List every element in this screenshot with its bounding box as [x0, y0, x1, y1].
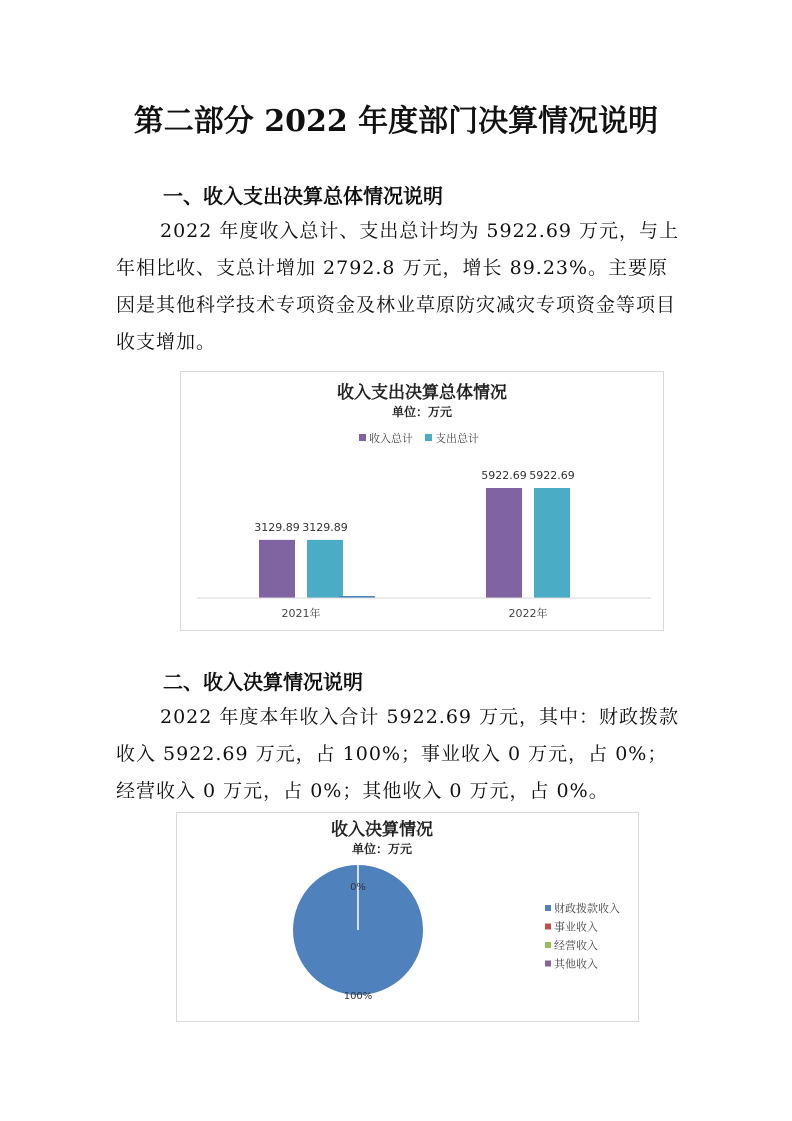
bar-2-2 [534, 488, 570, 598]
pie-legend-label-1: 财政拨款收入 [554, 902, 620, 915]
pie-legend-label-2: 事业收入 [554, 920, 598, 934]
bar-2-1 [486, 488, 522, 598]
pie-data-label-2: 100% [343, 991, 373, 1002]
pie-chart-container [176, 812, 639, 1022]
bar-1-1 [259, 540, 295, 598]
pie-legend-swatch-3 [545, 942, 551, 948]
pie-chart [177, 813, 638, 1021]
bar-chart-title: 收入支出决算总体情况 [337, 383, 507, 403]
section-heading-income: 二、收入决算情况说明 [163, 670, 363, 694]
x-tick-label-2: 2022年 [508, 607, 548, 620]
bar-value-label-1-1: 3129.89 [254, 520, 300, 534]
bar-chart-marks [254, 469, 575, 620]
bar-chart-container [180, 371, 664, 631]
legend-swatch-2 [425, 434, 432, 441]
bar-value-label-1-2: 3129.89 [302, 520, 348, 534]
pie-chart-title: 收入决算情况 [331, 820, 433, 840]
pie-legend-swatch-4 [545, 961, 551, 967]
pie-legend-label-3: 经营收入 [554, 939, 598, 952]
pie-chart-subtitle: 单位：万元 [351, 842, 413, 856]
bar-value-label-2-2: 5922.69 [529, 469, 575, 482]
pie-chart-marks [293, 865, 423, 1002]
bar-chart [181, 372, 663, 630]
bar-value-label-2-1: 5922.69 [481, 469, 527, 482]
page-title: 第二部分 2022 年度部门决算情况说明 [133, 104, 659, 139]
pie-chart-legend [545, 901, 620, 971]
legend-label-1: 收入总计 [369, 432, 413, 445]
section-paragraph-overview: 2022 年度收入总计、支出总计均为 5922.69 万元，与上年相比收、支总计增加 2792.8 万元，增长 89.23%。主要原因是其他科学技术专项资金及林业草原防灾减灾专项资金等项目收支增加。 [116, 220, 680, 353]
section-paragraph-income: 2022 年度本年收入合计 5922.69 万元，其中：财政拨款收入 5922.69 万元，占 100%；事业收入 0 万元，占 0%；经营收入 0 万元，占 0%；其他收入 0 万元，占 0%。 [116, 706, 680, 802]
bar-chart-legend [359, 431, 479, 445]
pie-legend-label-4: 其他收入 [554, 957, 598, 971]
bar-chart-subtitle: 单位：万元 [391, 405, 453, 419]
bar-empty-marker [339, 596, 375, 598]
bar-1-2 [307, 540, 343, 598]
x-tick-label-1: 2021年 [281, 607, 321, 620]
pie-data-label-1: 0% [350, 882, 366, 893]
pie-legend-swatch-2 [545, 924, 551, 930]
pie-legend-swatch-1 [545, 905, 551, 911]
legend-swatch-1 [359, 434, 366, 441]
legend-label-2: 支出总计 [435, 432, 479, 445]
section-heading-overview: 一、收入支出决算总体情况说明 [163, 184, 443, 208]
